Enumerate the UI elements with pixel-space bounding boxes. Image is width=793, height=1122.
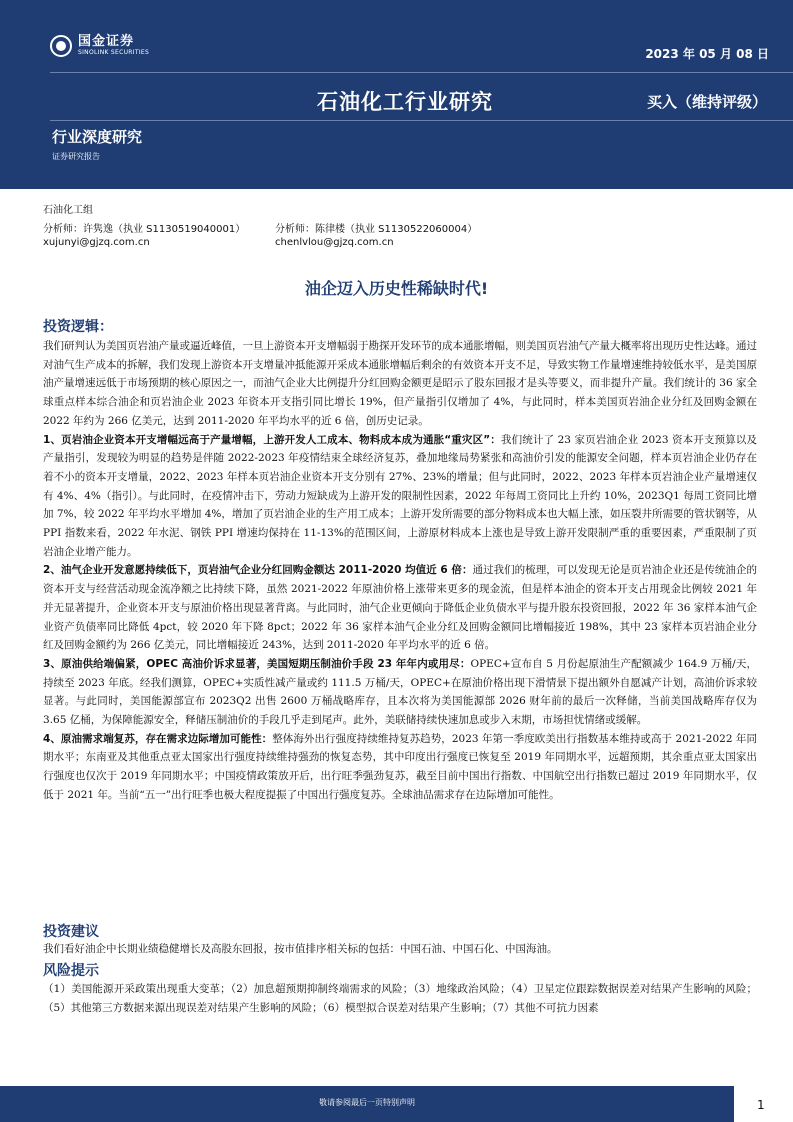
logic-point-4-heading: 4、原油需求端复苏，存在需求边际增加可能性： — [43, 732, 273, 745]
analyst-1: 分析师：许隽逸（执业 S1130519040001） — [43, 224, 246, 235]
risk-heading: 风险提示 — [43, 963, 99, 979]
report-subtype: 证券研究报告 — [52, 152, 100, 161]
investment-advice-body: 我们看好油企中长期业绩稳健增长及高股东回报，按市值排序相关标的包括：中国石油、中国石化、中国海油。 — [43, 943, 558, 955]
logic-point-1-text: 我们统计了 23 家页岩油企业 2023 资本开支预算以及产量指引，发现较为明显的趋势是伴随 2022-2023 年疫情结束全球经济复苏，叠加地缘局势紧张和高油价引发的能源安全问题，样本页岩油企业仍存在着不小的资本开支增量，2022、2023 年样本页岩油企业资本开支分别有 27%、23%的增量；但与此同时，2022、2023 年样本页岩油企业产量增速仅有 4%、4%（指引）。与此同时，在疫情冲击下，劳动力短缺成为上游开发的限制性因素，2022 年每周工资同比上升约 10%，2023Q1 每周工资同比增加 7%，较 2022 年平均水平增加 4%，增加了页岩油企业的生产用工成本；上游开发所需要的部分物料成本也大幅上涨，如压裂井所需要的管状钢等，从 PPI 指数来看，2022 年水泥、钢铁 PPI 增速均保持在 11-13%的范围区间，上游原材料成本上涨也是导致上游开发限制严重的重要因素，严重限制了页岩油企业增产能力。 — [43, 433, 758, 558]
rating-badge: 买入（维持评级） — [646, 93, 767, 111]
company-logo — [50, 35, 149, 57]
logic-point-2 — [43, 561, 757, 655]
report-main-title: 油企迈入历史性稀缺时代! — [304, 279, 489, 298]
logic-point-1 — [43, 431, 757, 562]
report-type: 行业深度研究 — [52, 128, 143, 146]
risk-body: （1）美国能源开采政策出现重大变革；（2）加息超预期抑制终端需求的风险；（3）地缘政治风险；（4）卫星定位跟踪数据误差对结果产生影响的风险；（5）其他第三方数据来源出现误差对结果产生影响的风险；（6）模型拟合误差对结果产生影响；（7）其他不可抗力因素 — [43, 983, 757, 1014]
investment-logic-heading: 投资逻辑： — [43, 319, 113, 335]
analyst-1-email[interactable]: xujunyi@gjzq.com.cn — [43, 237, 150, 248]
logic-intro-paragraph: 我们研判认为美国页岩油产量或逼近峰值，一旦上游资本开支增幅弱于勘探开发环节的成本通胀增幅，则美国页岩油气产量大概率将出现历史性达峰。通过对油气生产成本的拆解，我们发现上游资本开支增量冲抵能源开采成本通胀增幅后剩余的有效资本开支不足，导致实物工作量增速维持较低水平，是美国原油产量增速远低于市场预期的核心原因之一，而油气企业大比例提升分红回购金额更是昭示了股东回报才是头等要义，而非提升产量。我们统计的 36 家全球重点样本综合油企和页岩油企业 2023 年资本开支指引同比增长 19%，但产量指引仅增加了 4%，与此同时，样本美国页岩油企业分红及回购金额在 2022 年约为 266 亿美元，达到 2011-2020 年平均水平的近 6 倍，创历史记录。 — [43, 340, 757, 427]
analyst-2-email[interactable]: chenlvlou@gjzq.com.cn — [275, 237, 394, 248]
report-industry-title: 石油化工行业研究 — [317, 90, 493, 114]
investment-advice-heading: 投资建议 — [43, 924, 99, 940]
sector-group: 石油化工组 — [43, 205, 93, 216]
logic-point-4-text: 整体海外出行强度持续维持复苏趋势，2023 年第一季度欧美出行指数基本维持或高于 2021-2022 年同期水平；东南亚及其他重点亚太国家出行强度持续维持强劲的恢复态势，其中印度出行强度已恢复至 2019 年同期水平，远超预期，其余重点亚太国家出行强度也仅次于 2019 年同期水平；中国疫情政策放开后，出行旺季强劲复苏，截至目前中国出行指数、中国航空出行指数已超过 2019 年同期水平，仅低于 2021 年。当前“五一”出行旺季也极大程度提振了中国出行强度复苏。全球油品需求存在边际增加可能性。 — [43, 732, 757, 801]
header-divider-bottom — [50, 120, 793, 121]
analyst-2: 分析师：陈律楼（执业 S1130522060004） — [275, 224, 478, 235]
logic-point-3-text: OPEC+宣布自 5 月份起原油生产配额减少 164.9 万桶/天，持续至 2023 年底。经我们测算，OPEC+实质性减产量或约 111.5 万桶/天，OPEC+在原油价格出现下滑情景下提出额外自愿减产计划，高油价诉求较显著。与此同时，美国能源部宣布 2023Q2 出售 2600 万桶战略库存，且本次将为美国能源部 2026 财年前的最后一次释储，当前美国战略库存仅为 3.65 亿桶，为保障能源安全，释储压制油价的手段几乎走到尾声。此外，美联储持续快速加息或步入末期，市场担忧情绪或缓解。 — [43, 657, 757, 727]
investment-logic-body — [43, 337, 757, 805]
logic-point-4 — [43, 730, 757, 805]
report-date: 2023 年 05 月 08 日 — [645, 47, 769, 61]
logic-point-2-heading: 2、油气企业开发意愿持续低下，页岩油气企业分红回购金额达 2011-2020 均值近 6 倍： — [43, 564, 473, 577]
logic-point-1-heading: 1、页岩油企业资本开支增幅远高于产量增幅，上游开发人工成本、物料成本成为通胀“重灾区”： — [43, 433, 501, 446]
page-number: 1 — [757, 1098, 765, 1112]
footer-disclaimer-link[interactable]: 敬请参阅最后一页特别声明 — [319, 1098, 415, 1107]
header-divider-top — [50, 72, 793, 73]
logo-chinese-name: 国金证券 — [78, 34, 135, 49]
logic-point-3-heading: 3、原油供给端偏紧，OPEC 高油价诉求显著，美国短期压制油价手段 23 年年内或用尽： — [43, 657, 471, 670]
logic-point-3 — [43, 655, 757, 730]
logo-emblem-icon — [50, 35, 72, 57]
logic-point-2-text: 通过我们的梳理，可以发现无论是页岩油企业还是传统油企的资本开支与经营活动现金流净额之比持续下降，虽然 2021-2022 年原油价格上涨带来更多的现金流，但是样本油企的资本开支占用现金比例较 2021 年并无显著提升，企业资本开支与原油价格出现显著背离。与此同时，油气企业更倾向于降低企业负债水平与提升股东投资回报，2022 年 36 家样本油气企业资产负债率同比降低 4pct，较 2020 年下降 8pct；2022 年 36 家样本油气企业分红及回购金额同比增幅接近 198%，其中 23 家样本页岩油企业分红及回购金额约为 266 亿美元，同比增幅接近 243%，达到 2011-2020 年平均水平的近 6 倍。 — [43, 564, 757, 652]
report-header — [0, 0, 793, 189]
logo-english-name: SINOLINK SECURITIES — [78, 49, 150, 56]
